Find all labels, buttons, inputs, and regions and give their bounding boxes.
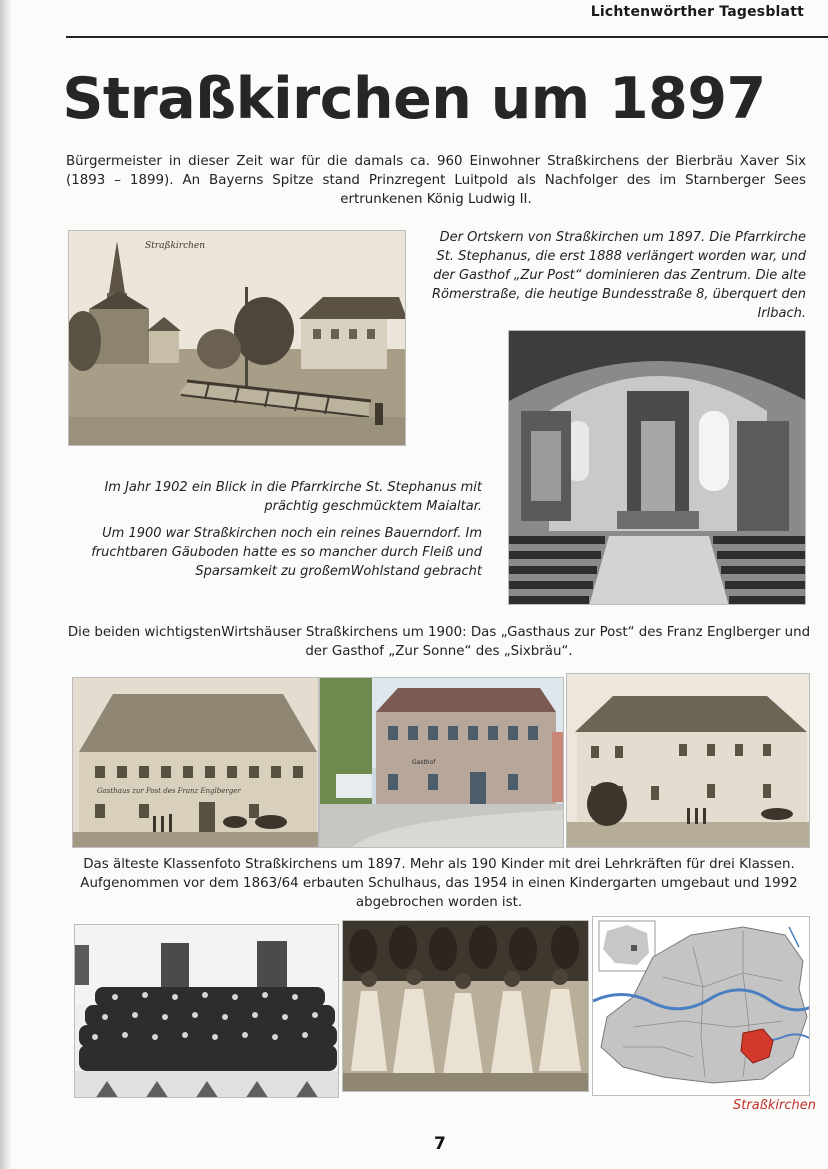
page-title: Straßkirchen um 1897 — [62, 66, 766, 132]
intro-paragraph: Bürgermeister in dieser Zeit war für die damals ca. 960 Einwohner Straßkirchens der Bierbräu Xaver Six (1893 – 1899). An Bayerns Spitze stand Prinzregent Luitpold als Nachfolger des im Starnberger Sees ertrunkenen König Ludwig II. — [66, 154, 806, 207]
gasthaus-zur-post-photo — [72, 677, 319, 848]
farming-caption: Um 1900 war Straßkirchen noch ein reines Bauerndorf. Im fruchtbaren Gäuboden hatte es so mancher durch Fleiß und Sparsamkeit zu großemWohlstand gebracht — [91, 526, 482, 579]
church-interior-photo — [508, 330, 806, 605]
village-photo — [68, 230, 406, 446]
inns-caption: Die beiden wichtigstenWirtshäuser Straßkirchens um 1900: Das „Gasthaus zur Post“ des Franz Englberger und der Gasthof „Zur Sonne“ des „Sixbräu“. — [67, 625, 811, 659]
costume-group-photo — [342, 920, 589, 1092]
village-caption: Der Ortskern von Straßkirchen um 1897. Die Pfarrkirche St. Stephanus, die erst 1888 verlängert worden war, und der Gasthof „Zur Post“ dominieren das Zentrum. Die alte Römerstraße, die heutige Bundesstraße 8, überquert den Irlbach. — [431, 230, 806, 321]
farmhouse-photo — [566, 673, 810, 848]
header-rule — [66, 36, 828, 38]
church-caption: Im Jahr 1902 ein Blick in die Pfarrkirche St. Stephanus mit prächtig geschmücktem Maialtar. — [104, 480, 482, 514]
village-photo-label: Straßkirchen — [145, 241, 206, 251]
map-highlight-label: Straßkirchen — [733, 1098, 816, 1113]
publication-name: Lichtenwörther Tagesblatt — [590, 4, 804, 20]
district-map — [592, 916, 810, 1096]
page-binding-shadow — [0, 0, 12, 1169]
page-number: 7 — [434, 1134, 446, 1154]
gasthof-sign-text: Gasthof — [412, 759, 436, 766]
class-photo — [74, 924, 339, 1098]
gasthaus-sign-text: Gasthaus zur Post des Franz Englberger — [97, 787, 241, 795]
school-caption: Das älteste Klassenfoto Straßkirchens um 1897. Mehr als 190 Kinder mit drei Lehrkräften für drei Klassen. Aufgenommen vor dem 1863/64 erbauten Schulhaus, das 1954 in einen Kindergarten umgebaut und 1992 abgebrochen worden ist. — [80, 857, 798, 910]
gasthof-zur-sonne-photo — [319, 677, 564, 848]
